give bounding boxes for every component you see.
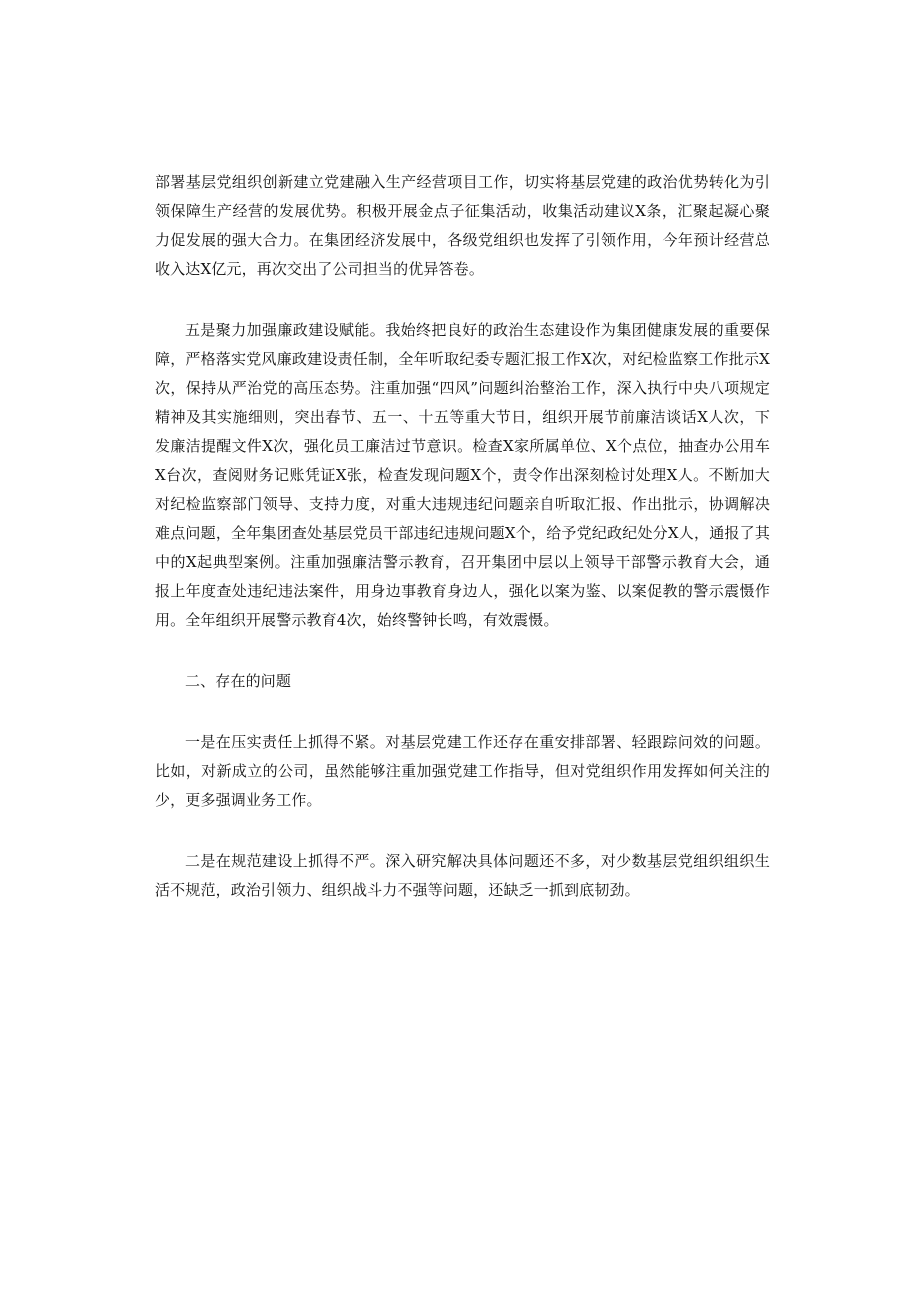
paragraph-problem-one: 一是在压实责任上抓得不紧。对基层党建工作还存在重安排部署、轻跟踪问效的问题。比如，对新成立的公司，虽然能够注重加强党建工作指导，但对党组织作用发挥如何关注的少，更多强调业务工作。 [155,733,770,809]
document-page [155,168,770,905]
section-heading-existing-problems: 二、存在的问题 [185,672,292,690]
paragraph-integrity-building: 五是聚力加强廉政建设赋能。我始终把良好的政治生态建设作为集团健康发展的重要保障，严格落实党风廉政建设责任制，全年听取纪委专题汇报工作X次，对纪检监察工作批示X次，保持从严治党的高压态势。注重加强“四风”问题纠治整治工作，深入执行中央八项规定精神及其实施细则，突出春节、五一、十五等重大节日，组织开展节前廉洁谈话X人次，下发廉洁提醒文件X次，强化员工廉洁过节意识。检查X家所属单位、X个点位，抽查办公用车X台次，查阅财务记账凭证X张，检查发现问题X个，责令作出深刻检讨处理X人。不断加大对纪检监察部门领导、支持力度，对重大违规违纪问题亲自听取汇报、作出批示，协调解决难点问题，全年集团查处基层党员干部违纪违规问题X个，给予党纪政纪处分X人，通报了其中的X起典型案例。注重加强廉洁警示教育，召开集团中层以上领导干部警示教育大会，通报上年度查处违纪违法案件，用身边事教育身边人，强化以案为鉴、以案促教的警示震慑作用。全年组织开展警示教育4次，始终警钟长鸣，有效震慑。 [155,321,770,629]
paragraph-continuation: 部署基层党组织创新建立党建融入生产经营项目工作，切实将基层党建的政治优势转化为引领保障生产经营的发展优势。积极开展金点子征集活动，收集活动建议X条，汇聚起凝心聚力促发展的强大合力。在集团经济发展中，各级党组织也发挥了引领作用，今年预计经营总收入达X亿元，再次交出了公司担当的优异答卷。 [155,173,770,278]
paragraph-problem-two: 二是在规范建设上抓得不严。深入研究解决具体问题还不多，对少数基层党组织组织生活不规范，政治引领力、组织战斗力不强等问题，还缺乏一抓到底韧劲。 [155,852,770,899]
